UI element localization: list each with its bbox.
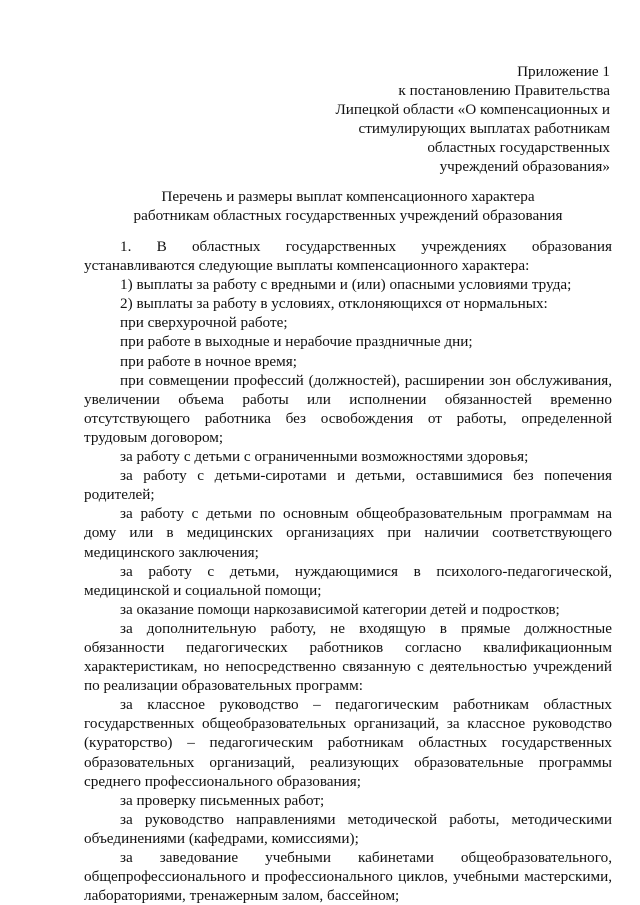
paragraph-home-education: за работу с детьми по основным общеобразовательным программам на дому или в медицинских организациях при наличии соответствующего медицинского заключения; [84,505,612,561]
appendix-line: к постановлению Правительства [398,82,610,100]
paragraph-item-1: 1. В областных государственных учреждениях образования устанавливаются следующие выплаты компенсационного характера: [84,238,612,275]
paragraph-night-time: при работе в ночное время; [120,352,297,370]
appendix-line: учреждений образования» [439,158,610,176]
appendix-line: областных государственных [427,139,610,157]
paragraph-combining-positions: при совмещении профессий (должностей), расширении зон обслуживания, увеличении объема работы или исполнении обязанностей временно отсутствующего работника без освобождения от работы, определенной трудовым договором; [84,371,612,446]
paragraph-holidays: при работе в выходные и нерабочие праздничные дни; [120,333,473,351]
paragraph-drug-dependent: за оказание помощи наркозависимой категории детей и подростков; [120,600,560,618]
paragraph-harmful-conditions: 1) выплаты за работу с вредными и (или) опасными условиями труда; [120,276,572,294]
appendix-header [310,62,610,177]
paragraph-orphans: за работу с детьми-сиротами и детьми, оставшимися без попечения родителей; [84,467,612,504]
paragraph-additional-work: за дополнительную работу, не входящую в прямые должностные обязанности педагогических работников согласно квалификационным характеристикам, но непосредственно связанную с деятельностью учреждений по реализации образовательных программ: [84,619,612,695]
document-body [84,237,612,905]
appendix-line: Липецкой области «О компенсационных и [335,101,610,119]
paragraph-methodical-work: за руководство направлениями методической работы, методическими объединениями (кафедрами, комиссиями); [84,810,612,847]
paragraph-overtime: при сверхурочной работе; [120,314,288,332]
paragraph-class-management: за классное руководство – педагогическим работникам областных государственных общеобразовательных организаций, за классное руководство (кураторство) – педагогическим работникам областных государственных образовательных организаций, реализующих образовательные программы среднего профессионального образования; [84,696,612,790]
paragraph-abnormal-conditions: 2) выплаты за работу в условиях, отклоняющихся от нормальных: [120,295,548,313]
paragraph-psychological-help: за работу с детьми, нуждающимися в психолого-педагогической, медицинской и социальной помощи; [84,562,612,599]
paragraph-cabinets: за заведование учебными кабинетами общеобразовательного, общепрофессионального и профессионального циклов, учебными мастерскими, лабораториями, тренажерным залом, бассейном; [84,849,612,905]
title-line: работникам областных государственных учреждений образования [133,207,563,225]
paragraph-disabled-children: за работу с детьми с ограниченными возможностями здоровья; [120,448,529,466]
title-line: Перечень и размеры выплат компенсационного характера [161,188,535,205]
appendix-line: стимулирующих выплатах работникам [358,120,610,138]
paragraph-checking-works: за проверку письменных работ; [120,791,325,809]
document-title [84,187,612,225]
appendix-line: Приложение 1 [517,63,610,80]
